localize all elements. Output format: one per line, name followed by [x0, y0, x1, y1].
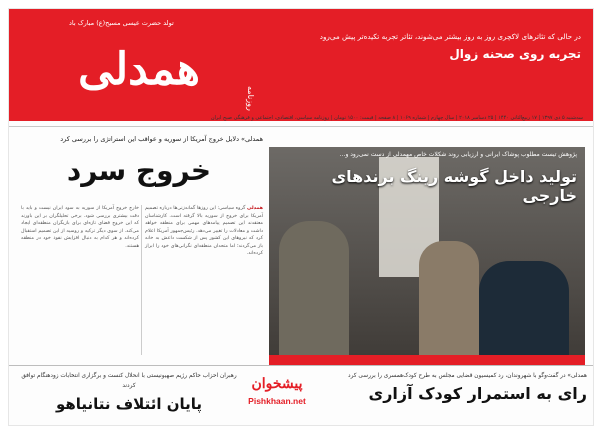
lead-story-body-left: خارج خروج آمریکا از سوریه به سود ایران نیست و باید با دقت بیشتری بررسی شود. برخی تحلیلگران بر این باورند که این خروج فضای تازه‌ای برای بازیگران منطقه‌ای ایجاد می‌کند. از سوی دیگر ترکیه و روسیه از این تصمیم استقبال کرده‌اند و هر کدام به دنبال افزایش نفوذ خود در منطقه هستند. — [21, 206, 139, 249]
watermark-url: Pishkhaan.net — [248, 396, 306, 406]
dateline-divider — [9, 126, 593, 127]
bottom-left-story — [15, 371, 243, 417]
logo-block — [29, 19, 259, 119]
newspaper-front-page — [8, 8, 594, 426]
lead-story-column-right — [145, 205, 263, 355]
watermark-persian: پیشخوان — [251, 376, 303, 392]
cover-photo — [269, 147, 585, 361]
photo-clerk-shape — [479, 261, 569, 361]
bottom-right-headline: رای به استمرار کودک آزاری — [368, 384, 587, 403]
bottom-left-headline: پایان ائتلاف نتانیاهو — [55, 395, 203, 413]
photo-caption-bar — [269, 355, 585, 365]
lead-story-body-right: گروه سیاسی: این روزها گمانه‌زنی‌ها درباره تصمیم آمریکا برای خروج از سوریه بالا گرفته است. کارشناسان معتقدند این تصمیم پیامدهای مهمی برای منطقه خواهد داشت و معادلات را تغییر می‌دهد. رئیس‌جمهور آمریکا اعلام کرد که نیروهای این کشور پس از شکست داعش به خانه باز می‌گردند؛ اما متحدان منطقه‌ای نگرانی‌های خود را ابراز کرده‌اند. — [145, 206, 263, 256]
bottom-right-story — [317, 371, 587, 407]
masthead — [9, 9, 593, 121]
dateline: سه‌شنبه ۵ دی ۱۳۹۷ | ۱۷ ربیع‌الثانی ۱۴۴۰ | ۲۵ دسامبر ۲۰۱۸ | سال چهارم | شماره ۱۰۶۹ | ۸ صفحه | قیمت: ۱۵۰۰ تومان | روزنامه سیاسی، اقتصادی، اجتماعی و فرهنگی صبح ایران — [210, 115, 583, 121]
bottom-left-kicker: رهبران احزاب حاکم رژیم صهیونیستی با انحلال کنست و برگزاری انتخابات زودهنگام توافق کردند — [21, 373, 237, 389]
bottom-right-kicker: همدلی» در گفت‌وگو با شهروندان، رد کمیسیون قضایی مجلس به طرح کودک‌همسری را بررسی کرد — [348, 373, 587, 379]
newspaper-logo-subtitle: روزنامه — [246, 86, 255, 111]
photo-story-headline: تولید داخل گوشه رینگ برندهای خارجی — [331, 167, 577, 205]
greeting-line: تولد حضرت عیسی مسیح(ع) مبارک باد — [69, 19, 174, 27]
photo-shopper-shape — [419, 241, 479, 361]
lead-story-kicker: همدلی» دلایل خروج آمریکا از سوریه و عواقب این استراتژی را بررسی کرد — [60, 135, 263, 143]
pishkhaan-watermark — [237, 373, 317, 421]
column-divider — [141, 205, 142, 355]
lead-story-label: همدلی — [247, 206, 263, 211]
bottom-divider — [9, 365, 593, 366]
lead-story — [17, 135, 267, 363]
newspaper-logo: همدلی — [78, 44, 200, 95]
photo-coat-shape — [279, 221, 349, 361]
teaser-kicker: در حالی که تئاترهای لاکچری روز به روز بیشتر می‌شوند، تئاتر تجربه تکیده‌تر پیش می‌رود — [319, 32, 581, 41]
teaser-headline: تجربه روی صحنه زوال — [449, 47, 581, 61]
masthead-teaser — [261, 31, 581, 65]
photo-story-kicker: پژوهش تیست مطلوب پوشاک ایرانی و ارزیابی روند شکلات خاص مهمدلی از دست نمی‌رود و... — [339, 151, 577, 158]
lead-story-headline: خروج سرد — [66, 154, 212, 187]
